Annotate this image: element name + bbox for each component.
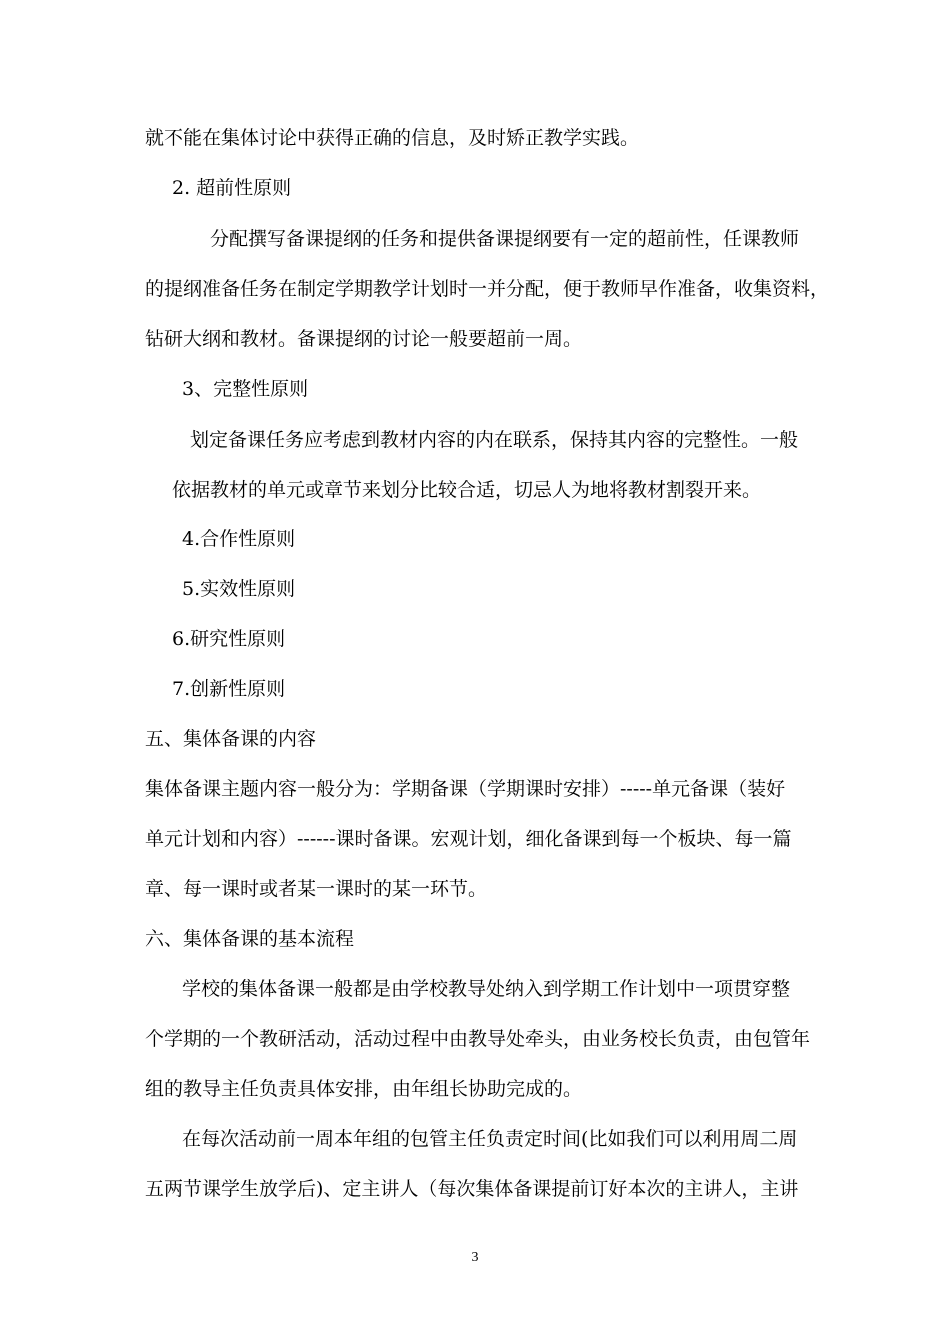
body-text-line: 组的教导主任负责具体安排，由年组长协助完成的。 (145, 1078, 583, 1100)
body-text-line: 在每次活动前一周本年组的包管主任负责定时间(比如我们可以利用周二周 (182, 1128, 798, 1150)
body-text-line: 分配撰写备课提纲的任务和提供备课提纲要有一定的超前性，任课教师 (210, 228, 800, 250)
body-text-line: 集体备课主题内容一般分为：学期备课（学期课时安排）-----单元备课（装好 (145, 778, 786, 800)
section-heading: 4.合作性原则 (182, 528, 296, 550)
body-text-line: 学校的集体备课一般都是由学校教导处纳入到学期工作计划中一项贯穿整 (182, 978, 791, 1000)
section-heading: 3、完整性原则 (182, 378, 309, 400)
body-text-line: 依据教材的单元或章节来划分比较合适，切忌人为地将教材割裂开来。 (172, 479, 762, 501)
section-heading: 7.创新性原则 (172, 678, 286, 700)
chapter-heading: 五、集体备课的内容 (145, 728, 317, 750)
body-text-line: 的提纲准备任务在制定学期教学计划时一并分配，便于教师早作准备，收集资料， (145, 278, 830, 300)
body-text-line: 五两节课学生放学后)、定主讲人（每次集体备课提前订好本次的主讲人，主讲 (145, 1178, 799, 1200)
section-heading: 5.实效性原则 (182, 578, 296, 600)
page-number: 3 (471, 1250, 479, 1265)
body-text-line: 就不能在集体讨论中获得正确的信息，及时矫正教学实践。 (145, 127, 640, 149)
body-text-line: 单元计划和内容）------课时备课。宏观计划，细化备课到每一个板块、每一篇 (145, 828, 792, 850)
body-text-line: 章、每一课时或者某一课时的某一环节。 (145, 878, 488, 900)
body-text-line: 划定备课任务应考虑到教材内容的内在联系，保持其内容的完整性。一般 (190, 429, 799, 451)
body-text-line: 钻研大纲和教材。备课提纲的讨论一般要超前一周。 (145, 328, 583, 350)
body-text-line: 个学期的一个教研活动，活动过程中由教导处牵头，由业务校长负责，由包管年 (145, 1028, 811, 1050)
section-heading: 6.研究性原则 (172, 628, 286, 650)
chapter-heading: 六、集体备课的基本流程 (145, 928, 355, 950)
section-heading: 2. 超前性原则 (172, 177, 292, 199)
